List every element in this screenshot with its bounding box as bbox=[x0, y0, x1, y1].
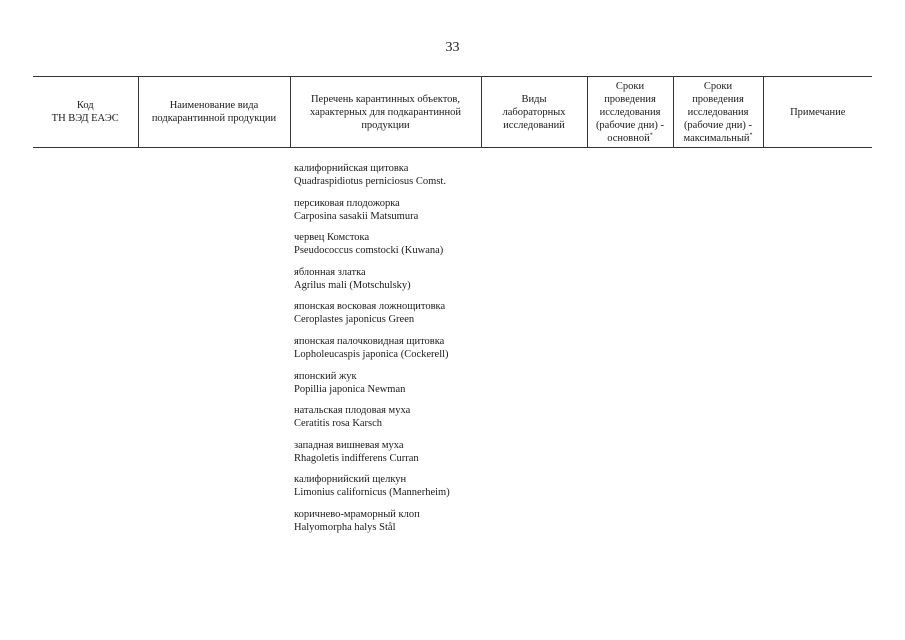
list-item bbox=[294, 439, 494, 465]
column-header-line: (рабочие дни) - bbox=[595, 119, 665, 131]
species-common-name: японский жук bbox=[294, 370, 357, 382]
column-header-term-maximum bbox=[673, 77, 763, 148]
column-header-code bbox=[33, 77, 138, 148]
column-header-line: Примечание bbox=[790, 106, 846, 118]
column-header-line-text: основной bbox=[607, 132, 650, 144]
column-header-line: Сроки bbox=[615, 80, 645, 92]
list-item bbox=[294, 370, 494, 396]
species-common-name: натальская плодовая муха bbox=[294, 405, 411, 417]
species-common-name: яблонная златка bbox=[294, 266, 366, 278]
column-header-line: проведения bbox=[692, 93, 744, 105]
column-header-line: Виды bbox=[521, 93, 547, 105]
column-header-line: исследований bbox=[503, 119, 565, 131]
species-common-name: червец Комстока bbox=[294, 232, 370, 244]
species-latin-name: Rhagoletis indifferens Curran bbox=[294, 452, 419, 464]
list-item bbox=[294, 231, 494, 257]
species-latin-name: Ceroplastes japonicus Green bbox=[294, 314, 415, 326]
column-header-note bbox=[763, 77, 872, 148]
footnote-marker: * bbox=[649, 132, 653, 138]
column-header-line bbox=[591, 132, 670, 145]
column-header-line: лабораторных bbox=[502, 106, 566, 118]
species-common-name: калифорнийская щитовка bbox=[294, 163, 409, 174]
species-latin-name: Ceratitis rosa Karsch bbox=[294, 418, 383, 430]
species-latin-name: Agrilus mali (Motschulsky) bbox=[294, 279, 411, 291]
page-number: 33 bbox=[445, 40, 460, 55]
list-item bbox=[294, 335, 494, 361]
species-common-name: коричнево-мраморный клоп bbox=[294, 508, 420, 520]
column-header-line: подкарантинной продукции bbox=[151, 113, 277, 124]
column-header-line bbox=[677, 132, 760, 145]
species-common-name: калифорнийский щелкун bbox=[294, 474, 407, 486]
species-latin-name: Quadraspidiotus perniciosus Comst. bbox=[294, 176, 446, 187]
species-common-name: японская восковая ложнощитовка bbox=[294, 301, 446, 313]
column-header-line: характерных для подкарантинной bbox=[309, 106, 462, 118]
header-row bbox=[33, 77, 872, 148]
column-header-line: Код bbox=[76, 100, 94, 111]
column-header-line: ТН ВЭД ЕАЭС bbox=[51, 113, 119, 124]
column-header-line: (рабочие дни) - bbox=[683, 119, 753, 131]
species-latin-name: Halyomorpha halys Stål bbox=[294, 521, 396, 533]
quarantine-objects-list bbox=[294, 162, 494, 543]
column-header-line: продукции bbox=[361, 119, 410, 131]
column-header-lab-research-types bbox=[481, 77, 587, 148]
column-header-line: исследования bbox=[687, 106, 749, 118]
species-common-name: японская палочковидная щитовка bbox=[294, 335, 445, 347]
column-header-line-text: максимальный bbox=[683, 132, 750, 144]
species-common-name: персиковая плодожорка bbox=[294, 197, 400, 209]
species-latin-name: Pseudococcus comstocki (Kuwana) bbox=[294, 245, 444, 257]
table-header bbox=[33, 76, 872, 148]
list-item bbox=[294, 197, 494, 223]
column-header-line: исследования bbox=[599, 106, 661, 118]
species-latin-name: Carposina sasakii Matsumura bbox=[294, 210, 419, 222]
column-header-quarantine-objects bbox=[290, 77, 481, 148]
species-latin-name: Limonius californicus (Mannerheim) bbox=[294, 487, 450, 499]
column-header-line: проведения bbox=[604, 93, 656, 105]
column-header-line: Сроки bbox=[703, 80, 733, 92]
column-header-line: Перечень карантинных объектов, bbox=[310, 93, 461, 105]
list-item bbox=[294, 473, 494, 499]
species-common-name: западная вишневая муха bbox=[294, 439, 404, 451]
column-header-term-basic bbox=[587, 77, 673, 148]
list-item bbox=[294, 300, 494, 326]
list-item bbox=[294, 404, 494, 430]
footnote-marker: * bbox=[749, 132, 753, 138]
species-latin-name: Lopholeucaspis japonica (Cockerell) bbox=[294, 348, 449, 360]
species-latin-name: Popillia japonica Newman bbox=[294, 383, 406, 395]
column-header-product-name bbox=[138, 77, 290, 148]
column-header-line: Наименование вида bbox=[169, 100, 259, 111]
list-item bbox=[294, 508, 494, 534]
list-item bbox=[294, 266, 494, 292]
list-item bbox=[294, 162, 494, 188]
